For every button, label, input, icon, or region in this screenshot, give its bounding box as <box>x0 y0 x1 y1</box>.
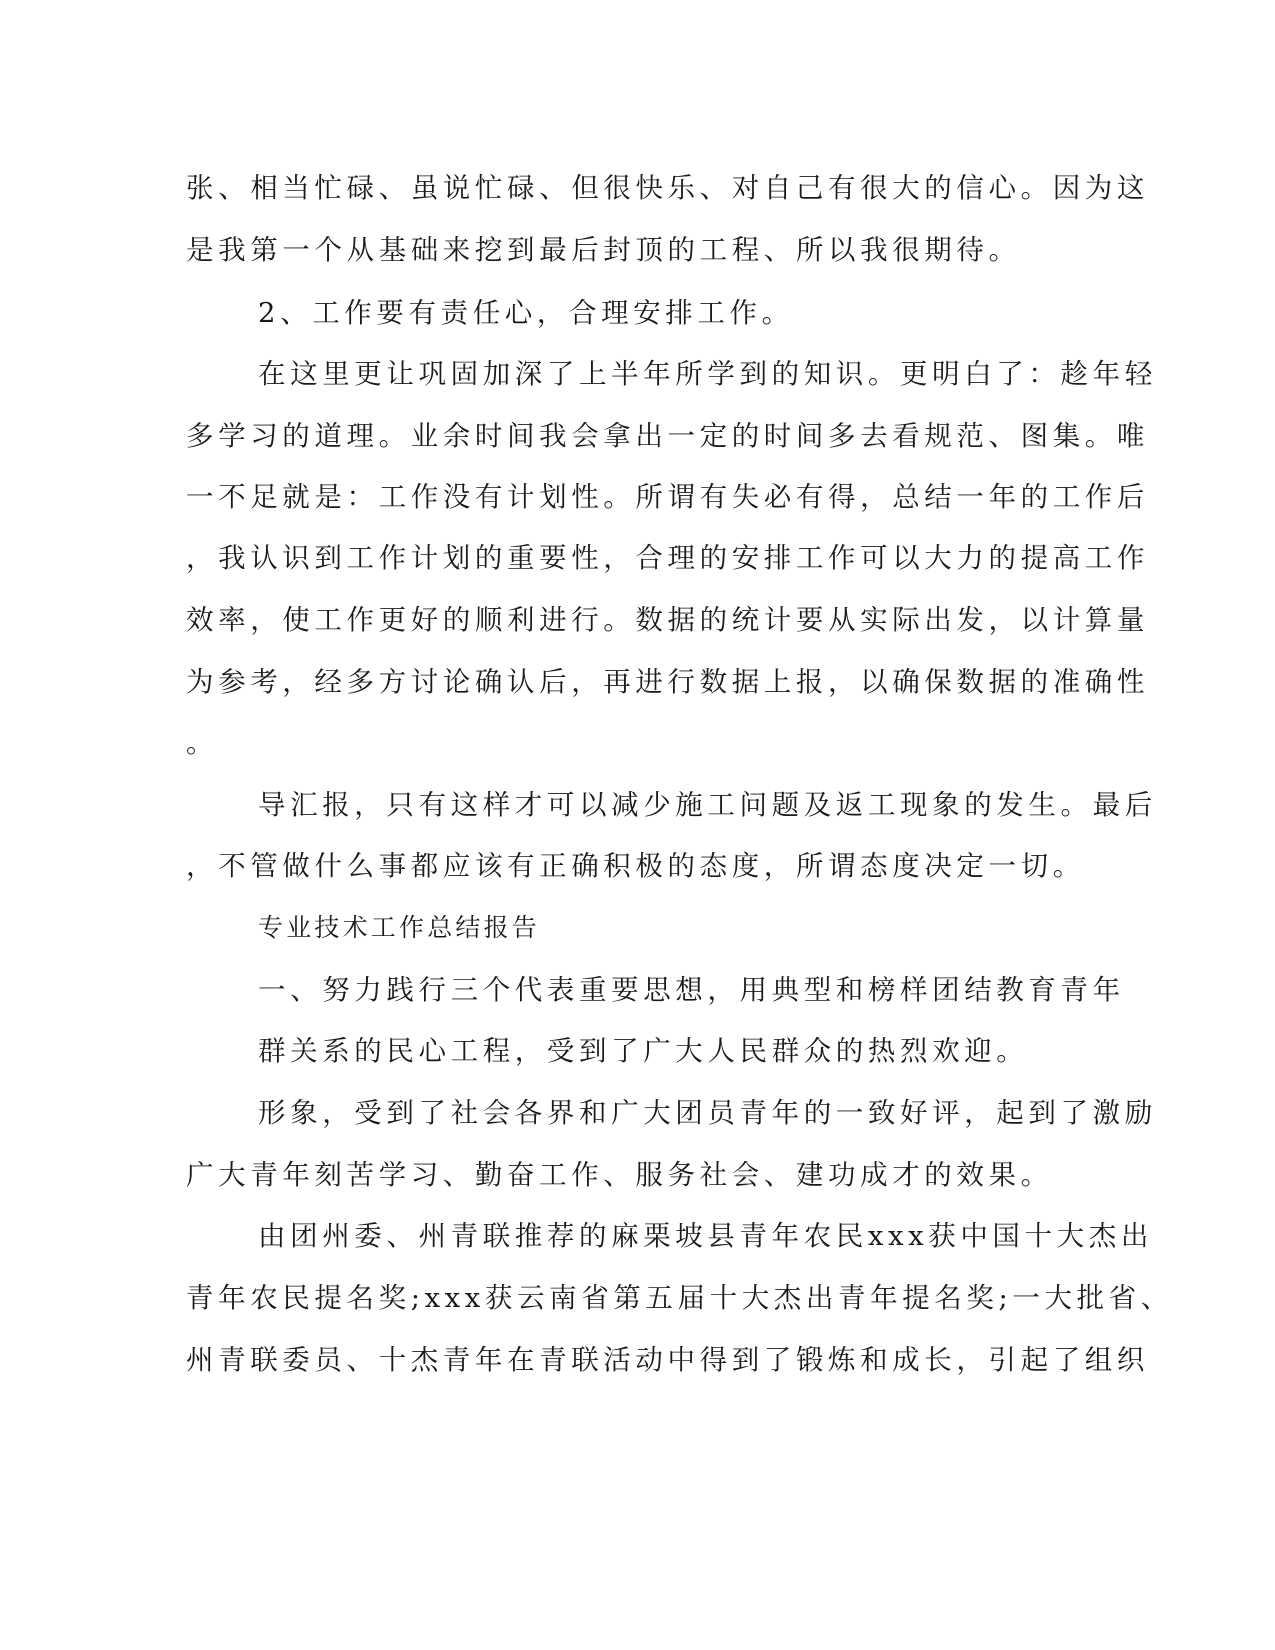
paragraph-line: 导汇报，只有这样才可以减少施工问题及返工现象的发生。最后 <box>258 789 1157 821</box>
paragraph-line: 一不足就是：工作没有计划性。所谓有失必有得，总结一年的工作后 <box>186 481 1149 513</box>
paragraph-line: 。 <box>186 727 219 759</box>
paragraph-line: 由团州委、州青联推荐的麻栗坡县青年农民xxx获中国十大杰出 <box>258 1220 1153 1252</box>
paragraph-line: 形象，受到了社会各界和广大团员青年的一致好评，起到了激励 <box>258 1097 1157 1129</box>
paragraph-line: 州青联委员、十杰青年在青联活动中得到了锻炼和成长，引起了组织 <box>186 1344 1149 1376</box>
paragraph-line: 是我第一个从基础来挖到最后封顶的工程、所以我很期待。 <box>186 234 1021 266</box>
paragraph-line: ，我认识到工作计划的重要性，合理的安排工作可以大力的提高工作 <box>186 542 1149 574</box>
list-item-heading: 2、工作要有责任心，合理安排工作。 <box>258 297 794 329</box>
paragraph-line: 为参考，经多方讨论确认后，再进行数据上报，以确保数据的准确性 <box>186 666 1149 698</box>
paragraph-line: 一、努力践行三个代表重要思想，用典型和榜样团结教育青年 <box>258 974 1125 1006</box>
paragraph-line: 效率，使工作更好的顺利进行。数据的统计要从实际出发，以计算量 <box>186 604 1149 636</box>
paragraph-line: ，不管做什么事都应该有正确积极的态度，所谓态度决定一切。 <box>186 850 1085 882</box>
paragraph-line: 多学习的道理。业余时间我会拿出一定的时间多去看规范、图集。唯 <box>186 420 1149 452</box>
paragraph-line: 在这里更让巩固加深了上半年所学到的知识。更明白了：趁年轻 <box>258 358 1157 390</box>
paragraph-line: 张、相当忙碌、虽说忙碌、但很快乐、对自己有很大的信心。因为这 <box>186 172 1149 204</box>
section-title: 专业技术工作总结报告 <box>258 913 541 942</box>
paragraph-line: 青年农民提名奖;xxx获云南省第五届十大杰出青年提名奖;一大批省、 <box>186 1282 1173 1314</box>
paragraph-line: 广大青年刻苦学习、勤奋工作、服务社会、建功成才的效果。 <box>186 1159 1053 1191</box>
paragraph-line: 群关系的民心工程，受到了广大人民群众的热烈欢迎。 <box>258 1035 1029 1067</box>
